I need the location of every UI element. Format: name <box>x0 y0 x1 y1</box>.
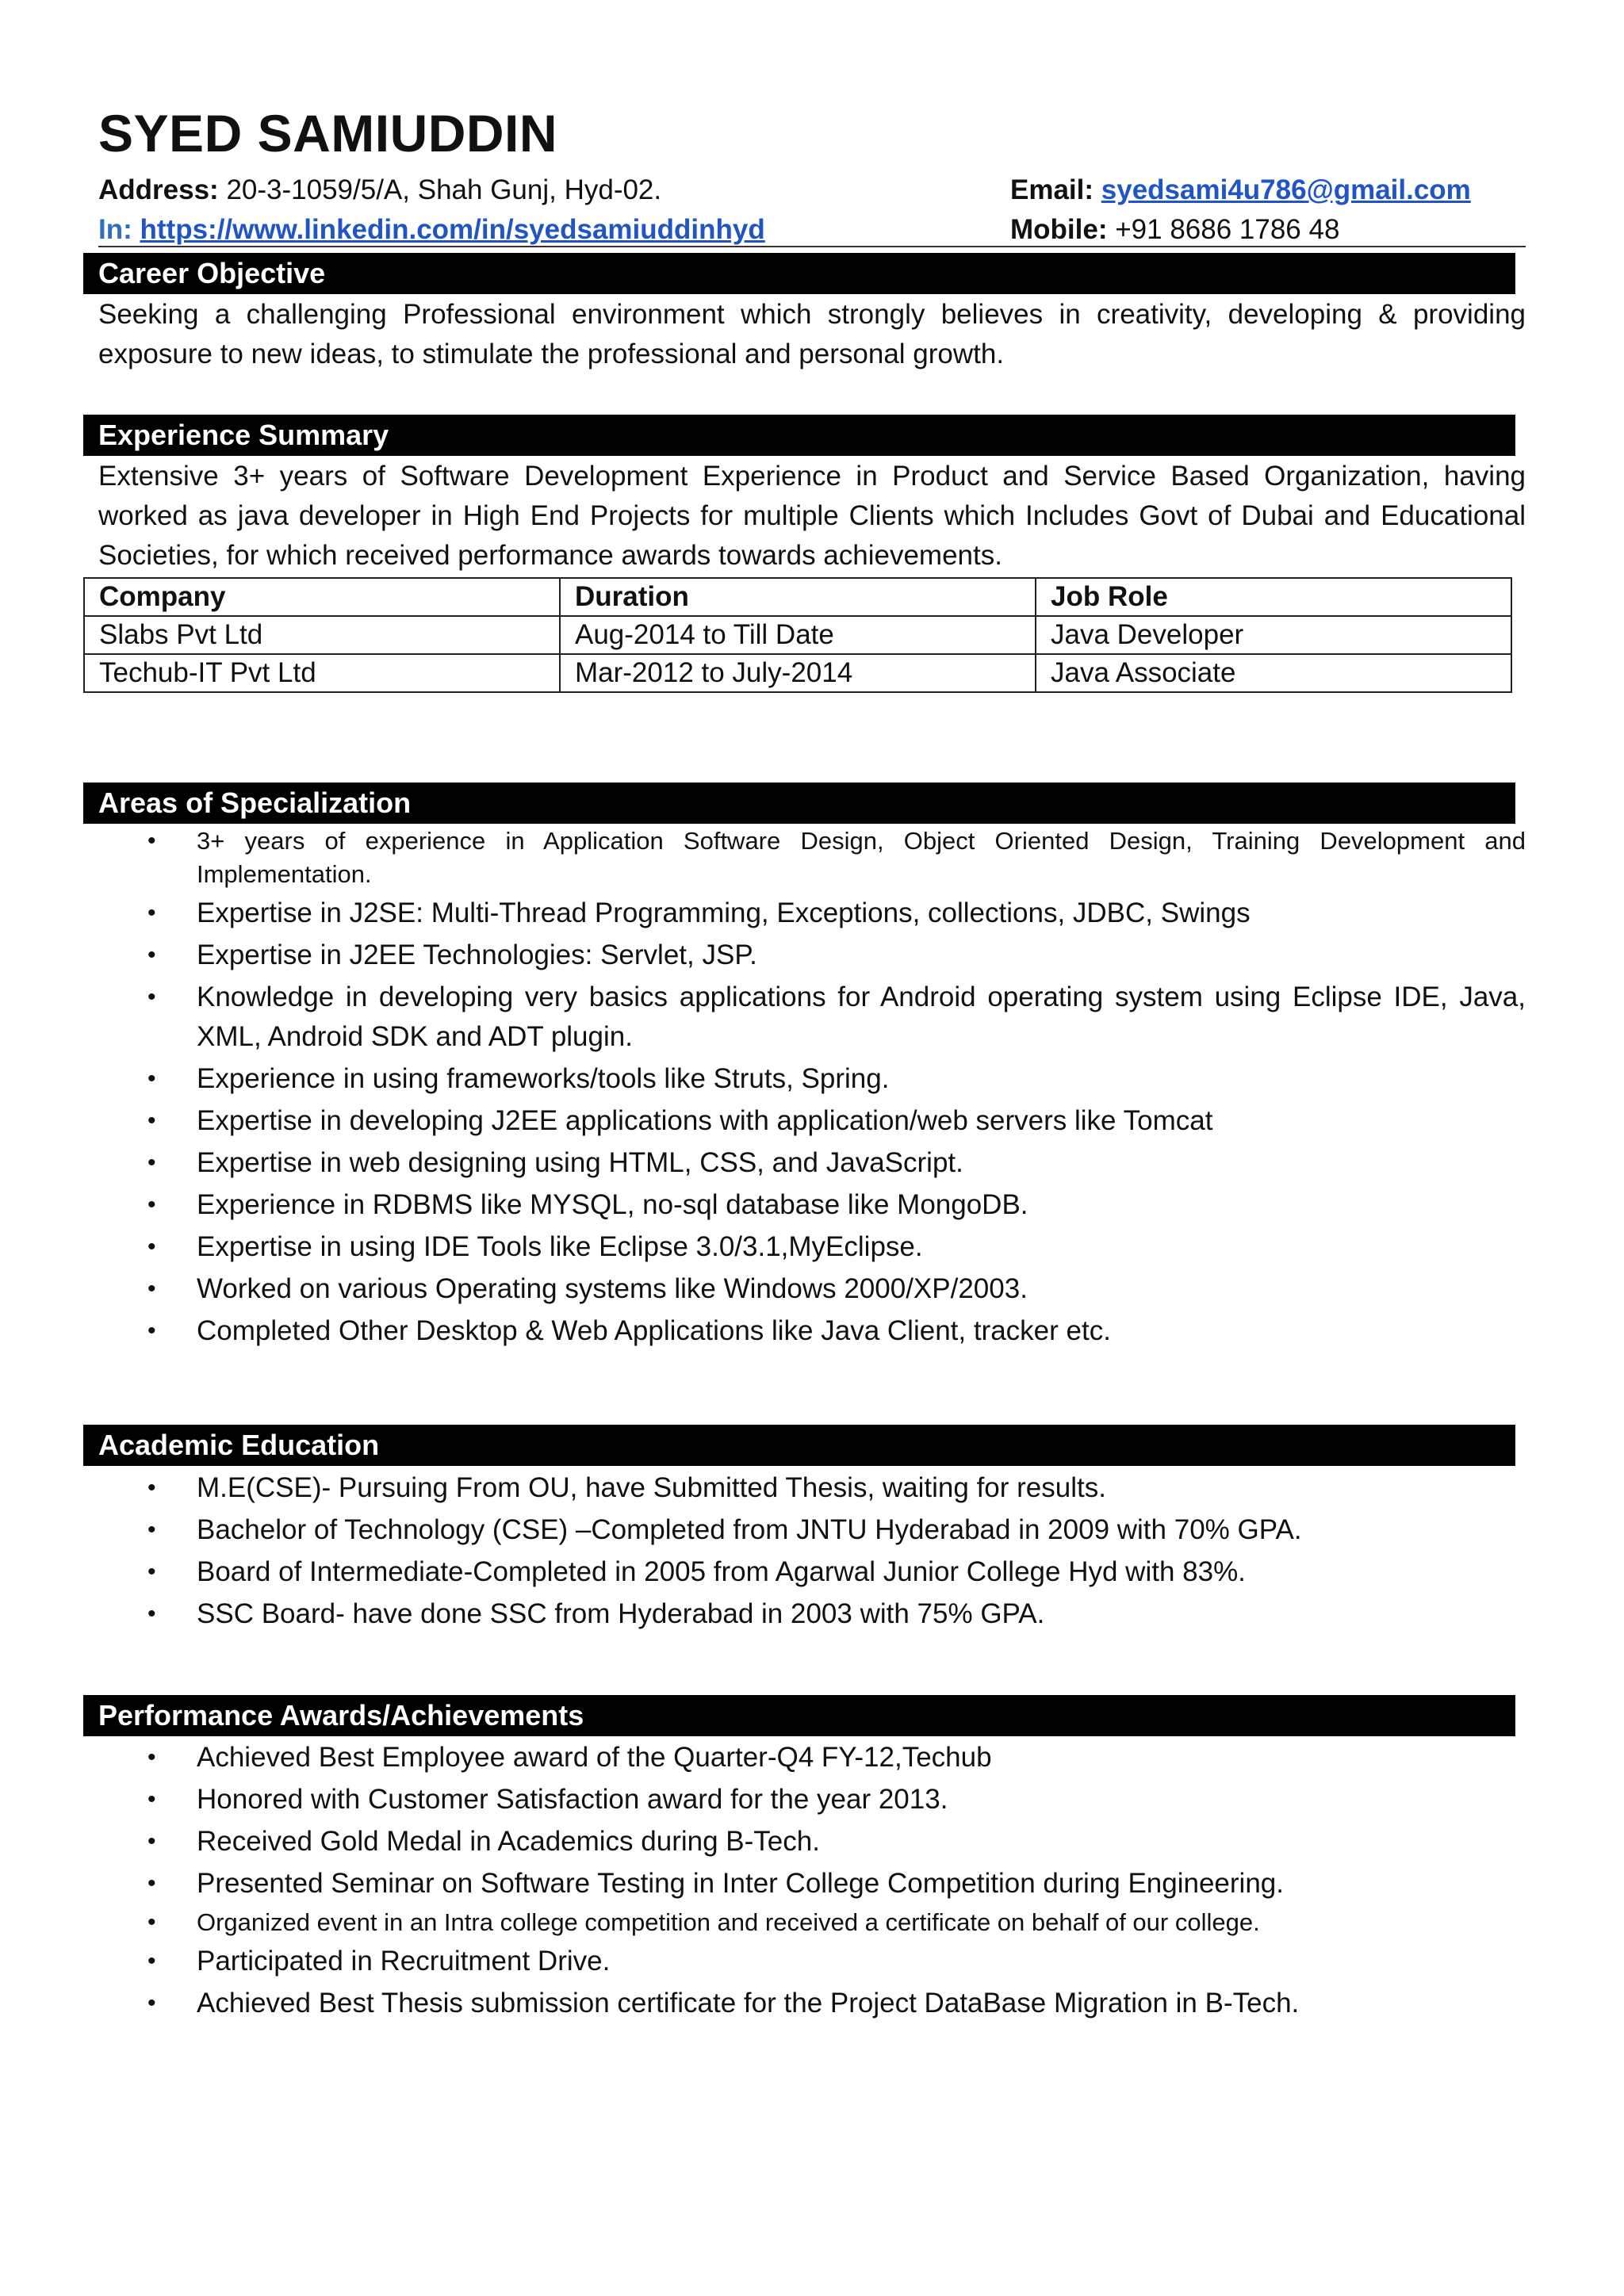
list-item: • 3+ years of experience in Application Software Design, Object Oriented Design, Training Development and Implementation. <box>98 825 1526 891</box>
bullet-icon: • <box>147 1870 156 1896</box>
bullet-icon: • <box>147 984 156 1010</box>
list-item: • Participated in Recruitment Drive. <box>98 1942 1526 1981</box>
candidate-name: SYED SAMIUDDIN <box>98 104 558 163</box>
linkedin-line <box>98 214 765 246</box>
table-header-job-role: Job Role <box>1036 578 1511 616</box>
list-item: • Experience in using frameworks/tools like Struts, Spring. <box>98 1059 1526 1099</box>
bullet-icon: • <box>147 1192 156 1218</box>
bullet-icon: • <box>147 1601 156 1627</box>
list-item: • Achieved Best Employee award of the Quarter-Q4 FY-12,Techub <box>98 1738 1526 1777</box>
list-item: • Expertise in J2SE: Multi-Thread Programming, Exceptions, collections, JDBC, Swings <box>98 894 1526 933</box>
list-item: • Expertise in developing J2EE applications with application/web servers like Tomcat <box>98 1101 1526 1141</box>
address-value: 20-3-1059/5/A, Shah Gunj, Hyd-02. <box>226 174 662 205</box>
table-cell-company: Slabs Pvt Ltd <box>84 616 560 654</box>
bullet-icon: • <box>147 1990 156 2016</box>
bullet-icon: • <box>147 1475 156 1501</box>
section-heading-awards: Performance Awards/Achievements <box>83 1695 1515 1736</box>
list-item: • Board of Intermediate-Completed in 2005 from Agarwal Junior College Hyd with 83%. <box>98 1552 1526 1592</box>
bullet-icon: • <box>147 1108 156 1134</box>
experience-table <box>83 577 1512 693</box>
list-item: • Organized event in an Intra college competition and received a certificate on behalf of our college. <box>98 1906 1526 1939</box>
bullet-icon: • <box>147 1318 156 1344</box>
section-heading-career-objective: Career Objective <box>83 253 1515 294</box>
table-row <box>84 654 1511 692</box>
bullet-icon: • <box>147 1559 156 1585</box>
table-row <box>84 616 1511 654</box>
mobile-value: +91 8686 1786 48 <box>1115 214 1340 245</box>
list-item: • Expertise in J2EE Technologies: Servlet, JSP. <box>98 936 1526 975</box>
list-item: • Expertise in web designing using HTML, CSS, and JavaScript. <box>98 1143 1526 1183</box>
career-objective-text: Seeking a challenging Professional environment which strongly believes in creativity, developing & providing exposure to new ideas, to stimulate the professional and personal growth. <box>98 299 1526 369</box>
bullet-icon: • <box>147 1234 156 1260</box>
section-heading-education: Academic Education <box>83 1425 1515 1466</box>
bullet-icon: • <box>147 900 156 926</box>
address-line <box>98 174 661 206</box>
table-header-row <box>84 578 1511 616</box>
education-list <box>98 1468 1526 1636</box>
bullet-icon: • <box>147 1150 156 1176</box>
specialization-list <box>98 825 1526 1353</box>
bullet-icon: • <box>147 828 156 854</box>
bullet-icon: • <box>147 942 156 968</box>
table-cell-duration: Mar-2012 to July-2014 <box>560 654 1036 692</box>
table-cell-job-role: Java Associate <box>1036 654 1511 692</box>
table-cell-job-role: Java Developer <box>1036 616 1511 654</box>
table-cell-company: Techub-IT Pvt Ltd <box>84 654 560 692</box>
section-heading-specialization: Areas of Specialization <box>83 783 1515 824</box>
linkedin-link[interactable]: https://www.linkedin.com/in/syedsamiuddinhyd <box>140 214 765 245</box>
list-item: • Expertise in using IDE Tools like Eclipse 3.0/3.1,MyEclipse. <box>98 1227 1526 1267</box>
table-header-company: Company <box>84 578 560 616</box>
list-item: • Knowledge in developing very basics applications for Android operating system using Eclipse IDE, Java, XML, Android SDK and ADT plugin. <box>98 978 1526 1057</box>
mobile-line <box>1010 214 1339 246</box>
bullet-icon: • <box>147 1517 156 1543</box>
list-item: • M.E(CSE)- Pursuing From OU, have Submitted Thesis, waiting for results. <box>98 1468 1526 1508</box>
bullet-icon: • <box>147 1909 156 1935</box>
list-item: • Received Gold Medal in Academics during B-Tech. <box>98 1822 1526 1862</box>
bullet-icon: • <box>147 1744 156 1770</box>
address-label: Address: <box>98 174 219 205</box>
list-item: • Presented Seminar on Software Testing in Inter College Competition during Engineering. <box>98 1864 1526 1904</box>
bullet-icon: • <box>147 1276 156 1302</box>
email-label: Email: <box>1010 174 1094 205</box>
table-header-duration: Duration <box>560 578 1036 616</box>
list-item: • Honored with Customer Satisfaction award for the year 2013. <box>98 1780 1526 1820</box>
email-link[interactable]: syedsami4u786@gmail.com <box>1101 174 1471 205</box>
awards-list <box>98 1738 1526 2026</box>
section-heading-experience-summary: Experience Summary <box>83 415 1515 456</box>
table-cell-duration: Aug-2014 to Till Date <box>560 616 1036 654</box>
bullet-icon: • <box>147 1786 156 1812</box>
list-item: • SSC Board- have done SSC from Hyderabad in 2003 with 75% GPA. <box>98 1594 1526 1634</box>
list-item: • Experience in RDBMS like MYSQL, no-sql database like MongoDB. <box>98 1185 1526 1225</box>
bullet-icon: • <box>147 1066 156 1092</box>
bullet-icon: • <box>147 1948 156 1974</box>
list-item: • Worked on various Operating systems like Windows 2000/XP/2003. <box>98 1269 1526 1309</box>
bullet-icon: • <box>147 1828 156 1854</box>
list-item: • Completed Other Desktop & Web Applications like Java Client, tracker etc. <box>98 1311 1526 1351</box>
linkedin-label: In: <box>98 214 132 245</box>
email-line <box>1010 174 1471 206</box>
header-divider <box>98 246 1526 247</box>
mobile-label: Mobile: <box>1010 214 1108 245</box>
experience-summary-text: Extensive 3+ years of Software Development Experience in Product and Service Based Organization, having worked as java developer in High End Projects for multiple Clients which Includes Govt of Dubai and Educational Societies, for which received performance awards towards achievements. <box>98 461 1526 571</box>
list-item: • Bachelor of Technology (CSE) –Completed from JNTU Hyderabad in 2009 with 70% GPA. <box>98 1510 1526 1550</box>
list-item: • Achieved Best Thesis submission certificate for the Project DataBase Migration in B-Tech. <box>98 1984 1526 2023</box>
